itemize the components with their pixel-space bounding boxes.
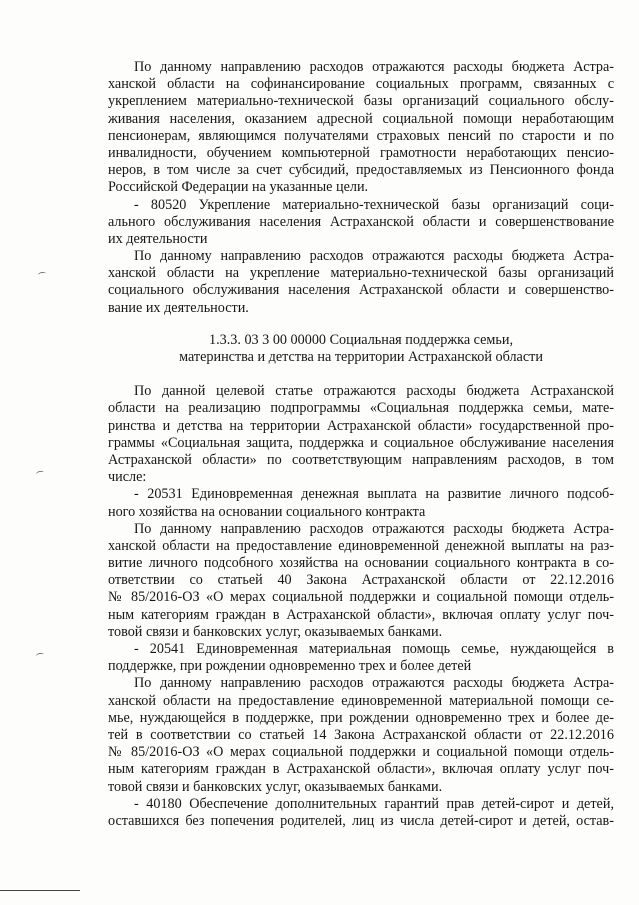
text-line: - 20531 Единовременная денежная выплата на развитие личного подсоб- <box>134 486 614 503</box>
text-line: По данному направлению расходов отражаются расходы бюджета Астра- <box>134 520 614 537</box>
text-line: поддержке, при рождении одновременно трех и более детей <box>108 658 472 675</box>
text-line: мье, нуждающейся в поддержке, при рождении одновременно трех и более де- <box>108 709 614 726</box>
text-line: граммы «Социальная защита, поддержка и социальное обслуживание населения <box>108 434 614 451</box>
text-line: товой связи и банковских услуг, оказываемых банками. <box>108 623 443 640</box>
text-line: ным категориям граждан в Астраханской области», включая оплату услуг поч- <box>108 761 614 778</box>
text-line: - 40180 Обеспечение дополнительных гарантий прав детей-сирот и детей, <box>134 795 614 812</box>
text-line: По данной целевой статье отражаются расходы бюджета Астраханской <box>134 383 614 400</box>
text-line: числе: <box>108 469 147 486</box>
text-line: оставшихся без попечения родителей, лиц из числа детей-сирот и детей, остав- <box>108 812 614 829</box>
text-line: ответствии со статьей 40 Закона Астраханской области от 22.12.2016 <box>108 572 614 589</box>
section-heading: 1.3.3. 03 3 00 00000 Социальная поддержка семьи, <box>208 331 514 348</box>
text-line: ного хозяйства на основании социального контракта <box>108 503 426 520</box>
bottom-edge-line <box>0 890 80 891</box>
text-line: Астраханской области» по соответствующим направлениям расходов, в том <box>108 451 614 468</box>
text-line: ханской области на софинансирование социальных программ, связанных с <box>108 76 614 93</box>
section-heading: материнства и детства на территории Астраханской области <box>179 349 543 365</box>
text-line: № 85/2016-ОЗ «О мерах социальной поддержки и социальной помощи отдель- <box>108 589 614 606</box>
text-line: ханской области на предоставление единовременной материальной помощи се- <box>108 692 614 709</box>
margin-mark <box>36 652 45 659</box>
text-line: живания населения, оказанием адресной социальной помощи неработающим <box>108 110 614 127</box>
text-line: тей в соответствии со статьей 14 Закона Астраханской области от 22.12.2016 <box>108 726 614 743</box>
text-line: ным категориям граждан в Астраханской области», включая оплату услуг поч- <box>108 606 614 623</box>
text-line: их деятельности <box>108 230 208 247</box>
text-line: По данному направлению расходов отражаются расходы бюджета Астра- <box>134 248 614 265</box>
text-line: ринства и детства на территории Астраханской области» государственной про- <box>108 417 614 434</box>
text-line: неров, в том числе за счет субсидий, предоставляемых из Пенсионного фонда <box>108 162 614 179</box>
text-line: По данному направлению расходов отражаются расходы бюджета Астра- <box>134 675 614 692</box>
text-line: укреплением материально-технической базы организаций социального обслу- <box>108 93 614 110</box>
text-line: - 20541 Единовременная материальная помощь семье, нуждающейся в <box>134 641 614 657</box>
text-line: витие личного подсобного хозяйства на основании социального контракта в со- <box>108 555 614 572</box>
text-line: Российской Федерации на указанные цели. <box>108 179 369 196</box>
text-line: № 85/2016-ОЗ «О мерах социальной поддержки и социальной помощи отдель- <box>108 744 614 761</box>
document-body <box>108 59 614 830</box>
margin-mark <box>38 271 47 278</box>
text-line: По данному направлению расходов отражаются расходы бюджета Астра- <box>134 59 614 75</box>
margin-mark <box>36 470 45 477</box>
text-line: ального обслуживания населения Астраханской области и совершенствование <box>108 213 614 230</box>
text-line: пенсионерам, являющимся получателями страховых пенсий по старости и по <box>108 127 614 144</box>
text-line: товой связи и банковских услуг, оказываемых банками. <box>108 778 443 795</box>
text-line: ханской области на укрепление материально-технической базы организаций <box>108 265 614 282</box>
text-line: вание их деятельности. <box>108 299 249 316</box>
text-line: - 80520 Укрепление материально-технической базы организаций соци- <box>134 196 614 213</box>
text-line: инвалидности, обучением компьютерной грамотности неработающих пенсио- <box>108 144 614 161</box>
text-line: области на реализацию подпрограммы «Социальная поддержка семьи, мате- <box>108 400 614 417</box>
text-line: социального обслуживания населения Астраханской области и совершенство- <box>108 282 614 299</box>
text-line: ханской области на предоставление единовременной денежной выплаты на раз- <box>108 537 614 554</box>
